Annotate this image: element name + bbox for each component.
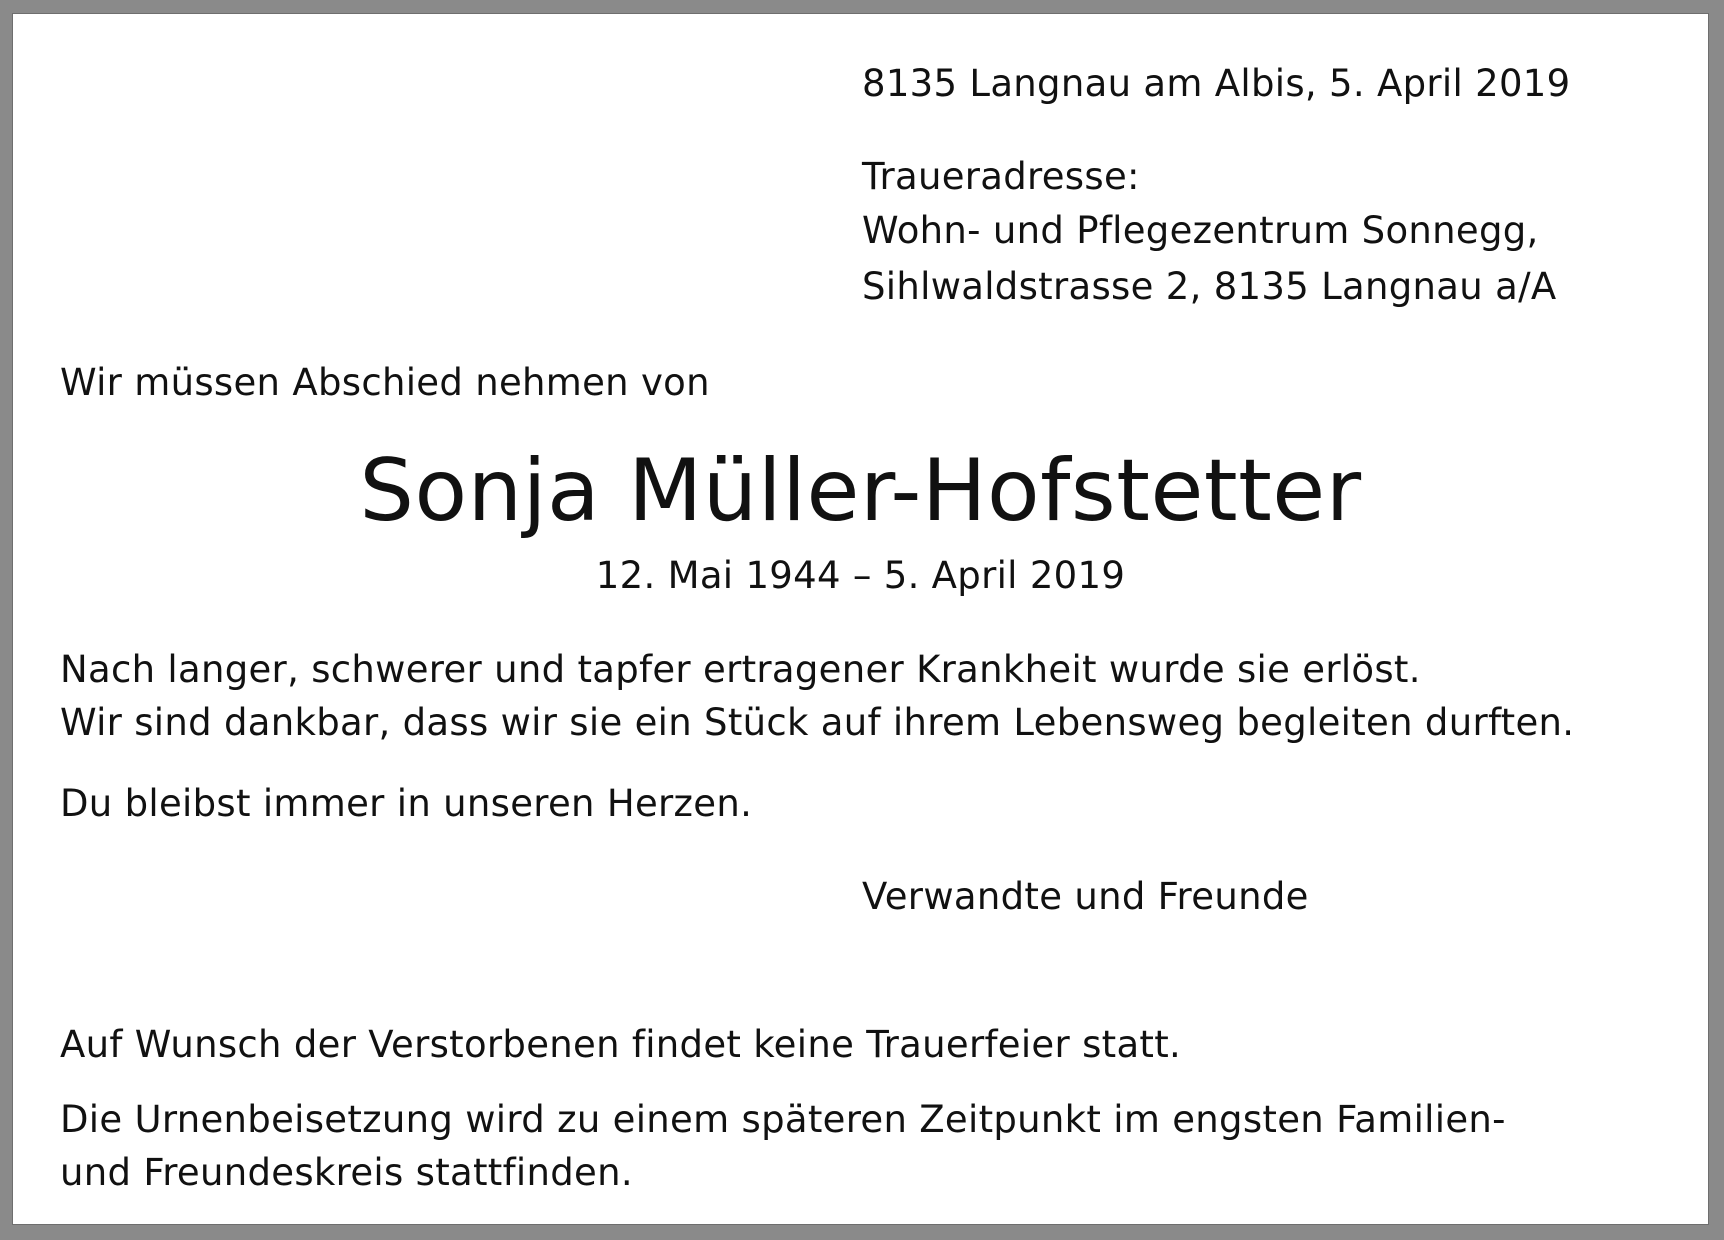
place-and-date: 8135 Langnau am Albis, 5. April 2019 (862, 62, 1571, 105)
signature: Verwandte und Freunde (862, 875, 1309, 918)
burial-note-line-2: und Freundeskreis stattfinden. (60, 1151, 633, 1194)
obituary-notice (12, 13, 1709, 1225)
burial-note-line-1: Die Urnenbeisetzung wird zu einem späteren Zeitpunkt im engsten Familien- (60, 1098, 1506, 1141)
deceased-name: Sonja Müller-Hofstetter (359, 441, 1362, 541)
message-line-3: Du bleibst immer in unseren Herzen. (60, 782, 753, 825)
mourning-address-line-2: Sihlwaldstrasse 2, 8135 Langnau a/A (862, 265, 1557, 308)
message-line-1: Nach langer, schwerer und tapfer ertragener Krankheit wurde sie erlöst. (60, 648, 1421, 691)
ceremony-note: Auf Wunsch der Verstorbenen findet keine Trauerfeier statt. (60, 1023, 1182, 1066)
intro-text: Wir müssen Abschied nehmen von (60, 361, 710, 404)
message-line-2: Wir sind dankbar, dass wir sie ein Stück auf ihrem Lebensweg begleiten durften. (60, 701, 1575, 744)
mourning-address-label: Traueradresse: (862, 155, 1140, 198)
mourning-address-line-1: Wohn- und Pflegezentrum Sonnegg, (862, 209, 1539, 252)
life-dates: 12. Mai 1944 – 5. April 2019 (595, 554, 1126, 597)
